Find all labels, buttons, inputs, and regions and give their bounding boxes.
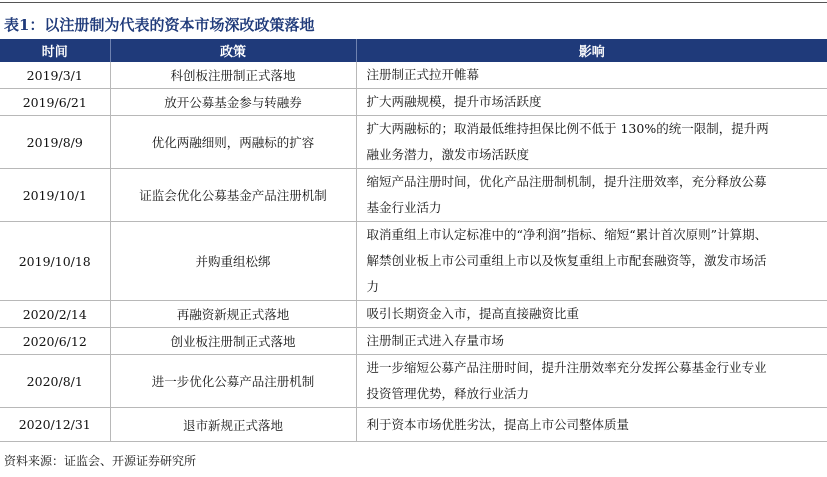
row-date: 2019/3/1 — [0, 62, 110, 89]
row-effect — [356, 169, 827, 222]
effect-line: 扩大两融标的；取消最低维持担保比例不低于 130%的统一限制，提升两 — [366, 121, 769, 136]
effect-line: 吸引长期资金入市，提高直接融资比重 — [366, 306, 580, 321]
table-row — [0, 328, 827, 355]
row-policy: 进一步优化公募产品注册机制 — [110, 355, 356, 408]
row-effect — [356, 116, 827, 169]
row-policy: 优化两融细则，两融标的扩容 — [110, 116, 356, 169]
table-row — [0, 89, 827, 116]
effect-line: 进一步缩短公募产品注册时间，提升注册效率充分发挥公募基金行业专业 — [366, 360, 767, 375]
effect-line: 融业务潜力，激发市场活跃度 — [366, 147, 530, 162]
table-row — [0, 408, 827, 442]
source-note: 资料来源：证监会、开源证券研究所 — [4, 454, 197, 468]
table-header-row — [0, 39, 827, 62]
row-policy: 创业板注册制正式落地 — [110, 328, 356, 355]
row-date: 2020/12/31 — [0, 408, 110, 442]
effect-line: 注册制正式拉开帷幕 — [366, 67, 480, 82]
table-title: 表1：以注册制为代表的资本市场深改政策落地 — [4, 16, 315, 34]
row-date: 2019/10/1 — [0, 169, 110, 222]
table-row — [0, 116, 827, 169]
top-rule — [0, 2, 827, 3]
row-date: 2019/6/21 — [0, 89, 110, 116]
effect-line: 取消重组上市认定标准中的“净利润”指标、缩短“累计首次原则”计算期、 — [366, 227, 768, 242]
row-date: 2019/10/18 — [0, 222, 110, 301]
row-date: 2020/2/14 — [0, 301, 110, 328]
row-effect — [356, 89, 827, 116]
effect-line: 解禁创业板上市公司重组上市以及恢复重组上市配套融资等，激发市场活 — [366, 253, 767, 268]
effect-line: 力 — [366, 279, 380, 294]
row-effect — [356, 328, 827, 355]
row-date: 2019/8/9 — [0, 116, 110, 169]
effect-line: 注册制正式进入存量市场 — [366, 333, 505, 348]
row-policy: 证监会优化公募基金产品注册机制 — [110, 169, 356, 222]
table-row — [0, 222, 827, 301]
row-date: 2020/6/12 — [0, 328, 110, 355]
table-row — [0, 62, 827, 89]
policy-table — [0, 39, 827, 442]
row-policy: 退市新规正式落地 — [110, 408, 356, 442]
row-policy: 并购重组松绑 — [110, 222, 356, 301]
row-effect — [356, 62, 827, 89]
header-date: 时间 — [0, 39, 110, 62]
header-effect: 影响 — [356, 39, 827, 62]
row-policy: 科创板注册制正式落地 — [110, 62, 356, 89]
effect-line: 利于资本市场优胜劣汰，提高上市公司整体质量 — [366, 416, 630, 432]
row-policy: 放开公募基金参与转融券 — [110, 89, 356, 116]
table-row — [0, 169, 827, 222]
row-effect — [356, 301, 827, 328]
row-effect — [356, 222, 827, 301]
table-row — [0, 301, 827, 328]
table-row — [0, 355, 827, 408]
row-date: 2020/8/1 — [0, 355, 110, 408]
header-policy: 政策 — [110, 39, 356, 62]
effect-line: 扩大两融规模，提升市场活跃度 — [366, 94, 542, 109]
effect-line: 基金行业活力 — [366, 200, 442, 215]
effect-line: 缩短产品注册时间，优化产品注册制机制，提升注册效率，充分释放公募 — [366, 174, 767, 189]
row-effect — [356, 355, 827, 408]
row-policy: 再融资新规正式落地 — [110, 301, 356, 328]
row-effect — [356, 408, 827, 442]
effect-line: 投资管理优势，释放行业活力 — [366, 386, 530, 401]
